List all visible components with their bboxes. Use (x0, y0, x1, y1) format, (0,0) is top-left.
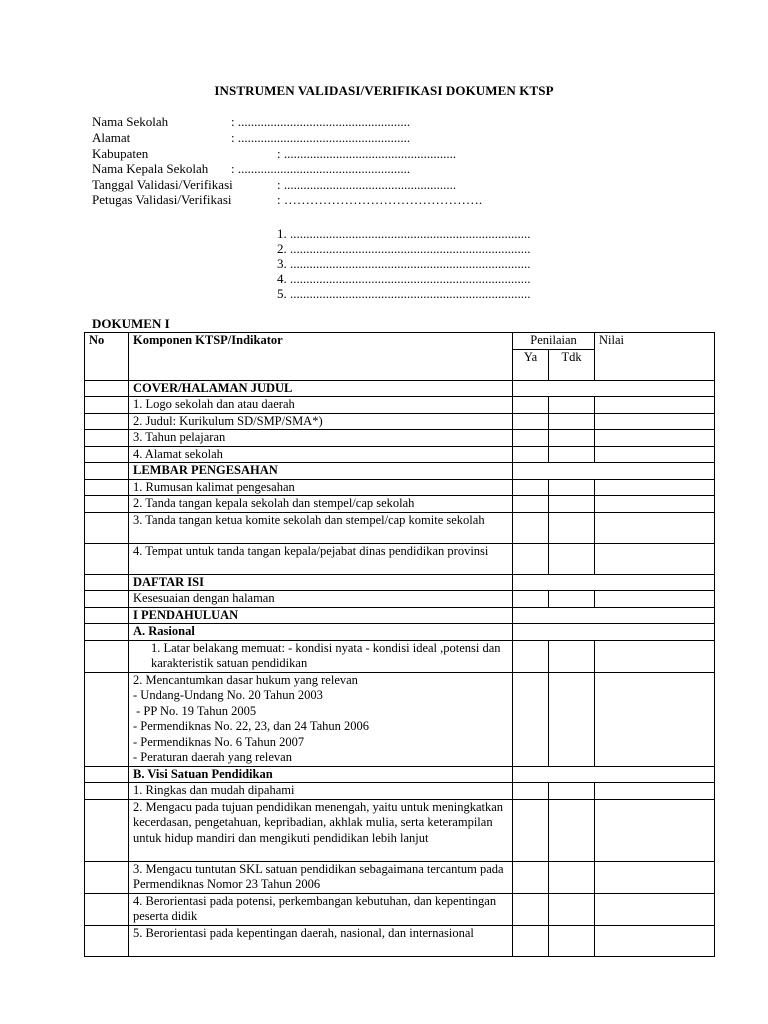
nilai-cell[interactable] (595, 543, 715, 574)
field-label: Petugas Validasi/Verifikasi (92, 192, 232, 207)
field-tanggal-validasi (92, 177, 457, 193)
ya-checkbox-cell[interactable] (513, 479, 549, 496)
ya-checkbox-cell[interactable] (513, 446, 549, 463)
no-cell (85, 430, 129, 447)
table-row (85, 591, 715, 608)
field-value[interactable]: : ..................................................... (277, 146, 457, 161)
nilai-cell[interactable] (595, 893, 715, 925)
blank-cell (513, 574, 715, 591)
indicator-text: 3. Mengacu tuntutan SKL satuan pendidikan sebagaimana tercantum pada Permendiknas Nomor 23 Tahun 2006 (129, 861, 513, 893)
indicator-line: - Permendiknas No. 22, 23, dan 24 Tahun 2006 (133, 719, 370, 733)
blank-cell (513, 766, 715, 783)
indicator-text: 4. Berorientasi pada potensi, perkembangan kebutuhan, dan kepentingan peserta didik (129, 893, 513, 925)
field-value[interactable]: : ………………………………………. (277, 192, 483, 207)
field-nama-sekolah (92, 114, 411, 130)
table-row (85, 672, 715, 766)
nilai-cell[interactable] (595, 799, 715, 861)
table-row (85, 925, 715, 956)
ya-checkbox-cell[interactable] (513, 893, 549, 925)
field-label: Kabupaten (92, 146, 149, 161)
no-cell (85, 380, 129, 397)
nilai-cell[interactable] (595, 672, 715, 766)
field-label: Nama Sekolah (92, 114, 169, 129)
nilai-cell[interactable] (595, 479, 715, 496)
ya-checkbox-cell[interactable] (513, 591, 549, 608)
section-title: LEMBAR PENGESAHAN (129, 463, 513, 480)
nilai-cell[interactable] (595, 413, 715, 430)
officer-line[interactable]: 2. .......................................................................... (277, 241, 531, 256)
indicator-text: 1. Logo sekolah dan atau daerah (129, 397, 513, 414)
section-title: I PENDAHULUAN (129, 607, 513, 624)
indicator-text: 1. Ringkas dan mudah dipahami (129, 783, 513, 800)
ya-checkbox-cell[interactable] (513, 925, 549, 956)
indicator-line: 2. Mencantumkan dasar hukum yang relevan (133, 672, 358, 687)
field-label: Alamat (92, 130, 131, 145)
nilai-cell[interactable] (595, 446, 715, 463)
tdk-checkbox-cell[interactable] (549, 640, 595, 672)
tdk-checkbox-cell[interactable] (549, 496, 595, 513)
tdk-checkbox-cell[interactable] (549, 543, 595, 574)
no-cell (85, 512, 129, 543)
indicator-text: 3. Tanda tangan ketua komite sekolah dan stempel/cap komite sekolah (129, 512, 513, 543)
indicator-text: 2. Judul: Kurikulum SD/SMP/SMA*) (129, 413, 513, 430)
officer-line[interactable]: 5. .......................................................................... (277, 286, 531, 301)
nilai-cell[interactable] (595, 861, 715, 893)
field-label: Nama Kepala Sekolah (92, 161, 209, 176)
indicator-text: Kesesuaian dengan halaman (129, 591, 513, 608)
field-label: Tanggal Validasi/Verifikasi (92, 177, 233, 192)
no-cell (85, 861, 129, 893)
ya-checkbox-cell[interactable] (513, 861, 549, 893)
indicator-line: - PP No. 19 Tahun 2005 (133, 703, 257, 718)
blank-cell (513, 380, 715, 397)
header-score: Nilai (595, 333, 715, 381)
field-petugas-validasi (92, 192, 483, 208)
officer-line[interactable]: 3. .......................................................................... (277, 256, 531, 271)
section-title: DAFTAR ISI (129, 574, 513, 591)
blank-cell (513, 463, 715, 480)
tdk-checkbox-cell[interactable] (549, 893, 595, 925)
validation-table (84, 332, 715, 957)
indicator-text: 1. Rumusan kalimat pengesahan (129, 479, 513, 496)
no-cell (85, 783, 129, 800)
ya-checkbox-cell[interactable] (513, 783, 549, 800)
no-cell (85, 640, 129, 672)
officer-line[interactable]: 1. .......................................................................... (277, 226, 531, 241)
nilai-cell[interactable] (595, 640, 715, 672)
no-cell (85, 766, 129, 783)
tdk-checkbox-cell[interactable] (549, 413, 595, 430)
no-cell (85, 925, 129, 956)
indicator-text: 4. Tempat untuk tanda tangan kepala/pejabat dinas pendidikan provinsi (129, 543, 513, 574)
field-value[interactable]: : ..................................................... (231, 161, 411, 176)
tdk-checkbox-cell[interactable] (549, 591, 595, 608)
nilai-cell[interactable] (595, 591, 715, 608)
indicator-text: 5. Berorientasi pada kepentingan daerah, nasional, dan internasional (129, 925, 513, 956)
ya-checkbox-cell[interactable] (513, 543, 549, 574)
ya-checkbox-cell[interactable] (513, 512, 549, 543)
section-row (85, 624, 715, 641)
ya-checkbox-cell[interactable] (513, 397, 549, 414)
section-row (85, 766, 715, 783)
table-row (85, 479, 715, 496)
tdk-checkbox-cell[interactable] (549, 479, 595, 496)
no-cell (85, 463, 129, 480)
table-row (85, 543, 715, 574)
officer-line[interactable]: 4. .......................................................................... (277, 271, 531, 286)
tdk-checkbox-cell[interactable] (549, 446, 595, 463)
document-title: INSTRUMEN VALIDASI/VERIFIKASI DOKUMEN KTSP (214, 83, 554, 98)
ya-checkbox-cell[interactable] (513, 672, 549, 766)
header-component: Komponen KTSP/Indikator (129, 333, 513, 381)
indicator-line: - Peraturan daerah yang relevan (133, 750, 292, 764)
indicator-text: 3. Tahun pelajaran (129, 430, 513, 447)
blank-cell (513, 607, 715, 624)
table-row (85, 397, 715, 414)
tdk-checkbox-cell[interactable] (549, 925, 595, 956)
subsection-title: B. Visi Satuan Pendidikan (129, 766, 513, 783)
no-cell (85, 496, 129, 513)
section-row (85, 463, 715, 480)
no-cell (85, 397, 129, 414)
section-title: COVER/HALAMAN JUDUL (129, 380, 513, 397)
no-cell (85, 543, 129, 574)
table-row (85, 446, 715, 463)
tdk-checkbox-cell[interactable] (549, 783, 595, 800)
header-no: No (85, 333, 129, 381)
tdk-checkbox-cell[interactable] (549, 672, 595, 766)
field-value[interactable]: : ..................................................... (231, 114, 411, 129)
no-cell (85, 607, 129, 624)
no-cell (85, 479, 129, 496)
tdk-checkbox-cell[interactable] (549, 397, 595, 414)
table-row (85, 430, 715, 447)
field-value[interactable]: : ..................................................... (277, 177, 457, 192)
no-cell (85, 799, 129, 861)
no-cell (85, 624, 129, 641)
header-yes: Ya (513, 349, 549, 380)
ya-checkbox-cell[interactable] (513, 799, 549, 861)
no-cell (85, 446, 129, 463)
section-row (85, 607, 715, 624)
indicator-text: 1. Latar belakang memuat: - kondisi nyata - kondisi ideal ,potensi dan karakteristik satuan pendidikan (129, 640, 513, 672)
tdk-checkbox-cell[interactable] (549, 799, 595, 861)
tdk-checkbox-cell[interactable] (549, 512, 595, 543)
header-no-abbr: Tdk (549, 349, 595, 380)
no-cell (85, 591, 129, 608)
nilai-cell[interactable] (595, 496, 715, 513)
nilai-cell[interactable] (595, 512, 715, 543)
table-row (85, 496, 715, 513)
indicator-line: - Undang-Undang No. 20 Tahun 2003 (133, 688, 323, 702)
table-row (85, 893, 715, 925)
section-row (85, 380, 715, 397)
ya-checkbox-cell[interactable] (513, 640, 549, 672)
field-kabupaten (92, 146, 457, 162)
table-row (85, 783, 715, 800)
nilai-cell[interactable] (595, 925, 715, 956)
ya-checkbox-cell[interactable] (513, 496, 549, 513)
blank-cell (513, 624, 715, 641)
nilai-cell[interactable] (595, 397, 715, 414)
indicator-text: 4. Alamat sekolah (129, 446, 513, 463)
indicator-text: 2. Tanda tangan kepala sekolah dan stempel/cap sekolah (129, 496, 513, 513)
no-cell (85, 574, 129, 591)
subsection-title: A. Rasional (129, 624, 513, 641)
no-cell (85, 672, 129, 766)
indicator-text (129, 672, 513, 766)
field-alamat (92, 130, 411, 146)
table-row (85, 413, 715, 430)
indicator-line: - Permendiknas No. 6 Tahun 2007 (133, 734, 305, 749)
ya-checkbox-cell[interactable] (513, 430, 549, 447)
tdk-checkbox-cell[interactable] (549, 430, 595, 447)
no-cell (85, 893, 129, 925)
tdk-checkbox-cell[interactable] (549, 861, 595, 893)
table-row (85, 799, 715, 861)
table-row (85, 512, 715, 543)
indicator-text: 2. Mengacu pada tujuan pendidikan menengah, yaitu untuk meningkatkan kecerdasan, pengetahuan, kepribadian, akhlak mulia, serta keterampilan untuk hidup mandiri dan mengikuti pendidikan lebih lanjut (129, 799, 513, 861)
no-cell (85, 413, 129, 430)
field-value[interactable]: : ..................................................... (231, 130, 411, 145)
section-row (85, 574, 715, 591)
nilai-cell[interactable] (595, 783, 715, 800)
section-label: DOKUMEN I (92, 316, 170, 331)
nilai-cell[interactable] (595, 430, 715, 447)
header-assessment: Penilaian (513, 333, 595, 350)
field-nama-kepala-sekolah (92, 161, 411, 177)
ya-checkbox-cell[interactable] (513, 413, 549, 430)
table-row (85, 861, 715, 893)
table-row (85, 640, 715, 672)
